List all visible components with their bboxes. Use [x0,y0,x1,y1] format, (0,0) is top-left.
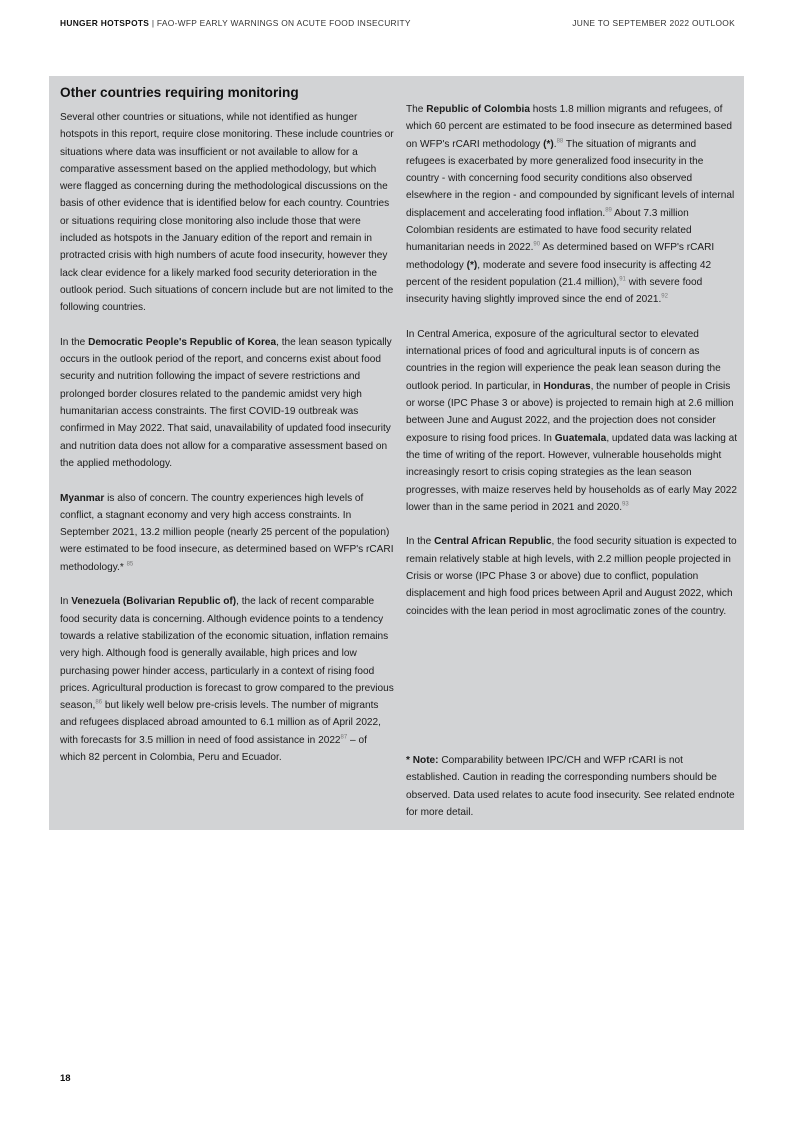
header-period: JUNE TO SEPTEMBER 2022 OUTLOOK [572,18,735,28]
colombia-text-3: The situation of migrants and refugees is exacerbated by more generalized food insecurity in the country - with concerning food security conditions also observed elsewhere in the region - and compounded by significant levels of internal displacement and accelerating food inflation. [406,138,735,219]
colombia-text-5: As determined based on WFP's rCARI methodology [406,242,715,271]
intro-paragraph: Several other countries or situations, while not identified as hunger hotspots in this report, require close monitoring. These include countries or situations where data was insufficient or not available to allow for a comparative assessment based on the applied methodology, but which were flagged as concerning during the methodological discussions on the basis of other evidence that is identified below for each country. Countries or situations requiring close monitoring also include those that were included as hotspots in the January edition of the report and remain in protracted crisis with high numbers of acute food insecurity, however they lack clear evidence for a likely marked food security deterioration in the outlook period. Such situations of concern include but are not limited to the following countries. [60,112,394,314]
honduras-country: Honduras [543,380,591,392]
colombia-text-1: hosts 1.8 million migrants and refugees, of which 60 percent are estimated to be food insecure as determined based on WFP's rCARI methodology [406,104,733,150]
dprk-paragraph [60,334,394,472]
colombia-text-2: . [553,138,557,150]
colombia-ref-5: 92 [661,293,668,300]
central-america-text-1: In Central America, exposure of the agricultural sector to elevated international prices of food and agricultural inputs is of concern as countries in the region will experience the peak lean season during the outlook period. In particular, in [406,328,721,392]
venezuela-country: Venezuela (Bolivarian Republic of) [71,596,237,608]
venezuela-text-2: but likely well below pre-crisis levels. The number of migrants and refugees displaced abroad amounted to 6.1 million as of April 2022, with forecasts for 3.5 million in need of food assistance in 2022 [60,700,381,746]
colombia-paragraph [406,101,738,309]
myanmar-paragraph [60,490,394,576]
dprk-text: , the lean season typically occurs in the outlook period of the report, and concerns exist about food security and nutrition following the impact of severe restrictions and prolonged border closures related to the pandemic amidst very high humanitarian access constraints. The first COVID-19 outbreak was confirmed in May 2022. That said, unavailability of updated food insecurity and nutrition data does not allow for a comparative assessment based on the applied methodology. [60,336,392,469]
colombia-text-7: with severe food insecurity having slightly improved since the end of 2021. [406,276,703,306]
colombia-text-6: , moderate and severe food insecurity is affecting 42 percent of the resident population (21.4 million), [406,259,712,288]
colombia-country: Republic of Colombia [426,104,530,115]
page-header [60,18,735,32]
venezuela-ref-2: 87 [340,734,348,741]
right-column [406,101,738,637]
dprk-country: Democratic People's Republic of Korea [88,336,277,348]
page-number: 18 [60,1073,71,1084]
venezuela-text-1: , the lack of recent comparable food security data is concerning. Although evidence points to a tendency towards a relative stabilization of the economic situation, inflation remains very high. Although food is generally available, high prices and low purchasing power hinder access, particularly in a context of rising food prices. Agricultural production is forecast to grow compared to the previous season, [60,596,394,712]
car-text: , the food security situation is expected to remain relatively stable at high levels, with 2.2 million people projected in Crisis or worse (IPC Phase 3 or above) due to conflict, population displacement and high food prices between April and August 2022, which coincides with the lean period in most agroclimatic zones of the country. [406,536,737,617]
myanmar-text: is also of concern. The country experiences high levels of conflict, a stagnant economy and very high access constraints. In September 2021, 13.2 million people (nearly 25 percent of the population) were estimated to be food insecure, as determined based on WFP's rCARI methodology.* [60,492,394,573]
myanmar-country: Myanmar [60,492,105,504]
colombia-ref-1: 88 [556,138,564,145]
venezuela-paragraph [60,593,394,766]
central-america-ref: 93 [622,501,629,508]
car-pre: In the [406,536,435,548]
header-separator: | [149,18,157,28]
venezuela-text-3: – of which 82 percent in Colombia, Peru and Ecuador. [60,734,367,763]
section-title: Other countries requiring monitoring [60,85,299,100]
footnote-label: * Note: [406,755,439,766]
dprk-pre: In the [60,336,89,348]
colombia-pre: The [406,104,427,115]
car-country: Central African Republic [434,536,552,548]
left-column [60,85,394,784]
header-subtitle: FAO-WFP EARLY WARNINGS ON ACUTE FOOD INSECURITY [156,18,411,28]
monitoring-panel [49,76,744,830]
footnote-text: Comparability between IPC/CH and WFP rCARI is not established. Caution in reading the corresponding numbers should be observed. Data used relates to acute food insecurity. See related endnote for more detail. [406,755,735,818]
header-brand: HUNGER HOTSPOTS [60,18,150,28]
colombia-ref-3: 90 [533,242,541,249]
central-america-paragraph [406,326,738,516]
myanmar-ref: 85 [126,561,134,568]
colombia-star-2: (*) [466,259,478,271]
guatemala-country: Guatemala [554,432,607,444]
colombia-ref-2: 89 [605,207,612,214]
footnote [406,752,738,821]
venezuela-ref-1: 86 [95,699,103,706]
car-paragraph [406,533,738,619]
colombia-text-4: About 7.3 million Colombian residents are estimated to have food security related humanitarian needs in 2022. [406,207,692,254]
header-left [60,18,411,28]
colombia-ref-4: 91 [619,276,626,283]
central-america-text-2: , the number of people in Crisis or worse (IPC Phase 3 or above) is projected to remain high at 2.6 million between June and August 2022, and the projection does not consider exposure to rising food prices. In [406,380,734,444]
venezuela-pre: In [60,596,72,608]
central-america-text-3: , updated data was lacking at the time of writing of the report. However, vulnerable households might increasingly resort to crisis coping strategies as the lean season progresses, with maize reserves held by households as of early May 2022 lower than in the same period in 2021 and 2020. [406,432,738,513]
colombia-star-1: (*) [543,138,554,150]
